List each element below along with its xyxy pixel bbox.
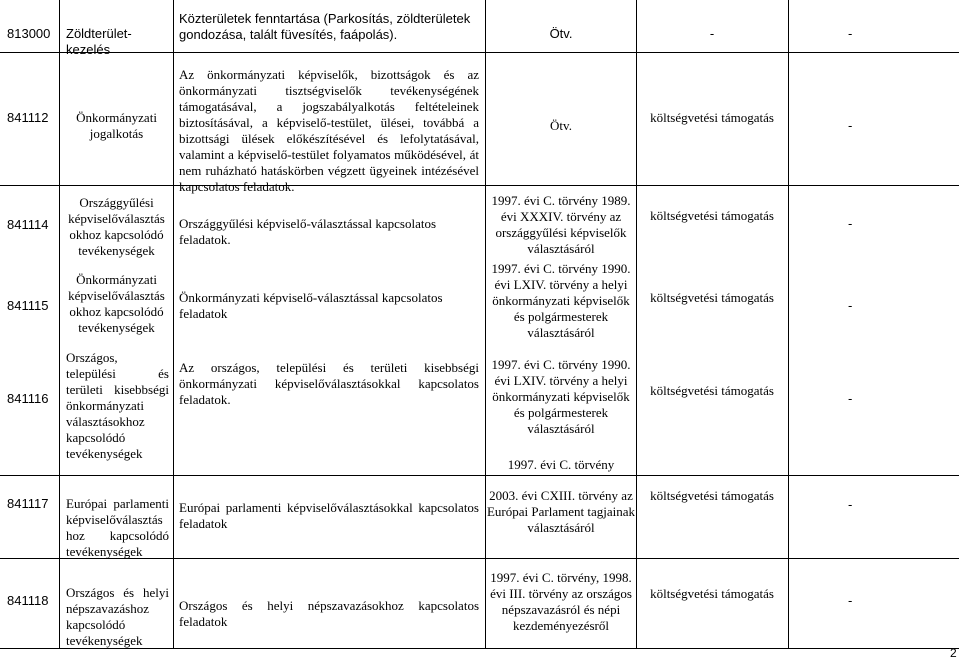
- row-name: Önkormányzati képviselőválasztás okhoz kapcsolódó tevékenységek: [68, 272, 165, 335]
- row-code: 841118: [7, 593, 49, 608]
- row-extra: -: [848, 26, 853, 41]
- row-support: -: [709, 26, 715, 41]
- row-support: költségvetési támogatás: [650, 290, 774, 305]
- row-description: Az országos, települési és területi kisebbségi önkormányzati képviselőválasztásokkal kapcsolatos feladatok.: [179, 360, 479, 407]
- row-name: Országos, települési és területi kisebbségi önkormányzati választásokhoz kapcsolódó tevékenységek: [66, 350, 169, 461]
- row-code: 841112: [7, 110, 49, 125]
- row-description: Önkormányzati képviselő-választással kapcsolatos feladatok: [179, 290, 443, 321]
- row-extra: -: [848, 497, 853, 512]
- table-divider: [173, 0, 174, 649]
- row-law: Ötv.: [549, 26, 573, 41]
- row-description: Országgyűlési képviselő-választással kapcsolatos feladatok.: [179, 216, 437, 247]
- row-support: költségvetési támogatás: [650, 383, 774, 398]
- table-divider: [636, 0, 637, 649]
- row-extra: -: [848, 298, 853, 313]
- row-description: Közterületek fenntartása (Parkosítás, zöldterületek gondozása, talált füvesítés, faápolás).: [179, 11, 471, 42]
- table-divider: [0, 185, 959, 186]
- row-code: 841114: [7, 217, 49, 232]
- row-code: 841117: [7, 496, 49, 511]
- page-number: 2: [950, 646, 957, 660]
- row-description: Az önkormányzati képviselők, bizottságok és az önkormányzati tisztségviselők tevékenységének támogatásával, a jogszabályalkotás feltételeinek biztosításával, a képviselő-testület, ülései, továbbá a bizottsági ülések előkészítésével és lefolytatásával, valamint a képviselő-testület folyamatos működésével, át nem ruházható hatáskörben végzett ügyeinek intézésével kapcsolatos feladatok.: [179, 67, 479, 194]
- row-law: 1997. évi C. törvény 1990. évi LXIV. törvény a helyi önkormányzati képviselők és polgármesterek választásáról: [491, 261, 631, 340]
- row-code: 841115: [7, 298, 49, 313]
- row-law: Ötv.: [550, 118, 572, 133]
- row-name: Európai parlamenti képviselőválasztás hoz kapcsolódó tevékenységek: [66, 496, 169, 559]
- table-divider: [788, 0, 789, 649]
- row-support: költségvetési támogatás: [650, 208, 774, 223]
- row-law: 1997. évi C. törvény 1989. évi XXXIV. törvény az országgyűlési képviselők választásáról: [491, 193, 631, 256]
- table-divider: [0, 475, 959, 476]
- row-extra: -: [848, 216, 853, 231]
- row-support: költségvetési támogatás: [650, 586, 774, 601]
- row-law: 2003. évi CXIII. törvény az Európai Parlament tagjainak választásáról: [486, 488, 635, 535]
- row-law: 1997. évi C. törvény 1990. évi LXIV. törvény a helyi önkormányzati képviselők és polgármesterek választásáról: [491, 357, 631, 436]
- row-extra: -: [848, 593, 853, 608]
- row-name: Önkormányzati jogalkotás: [76, 110, 157, 141]
- row-name: Zöldterület-kezelés: [66, 26, 132, 57]
- row-extra: -: [848, 391, 853, 406]
- row-name: Országos és helyi népszavazáshoz kapcsolódó tevékenységek: [66, 585, 169, 648]
- row-code: 841116: [7, 391, 49, 406]
- row-law: 1997. évi C. törvény, 1998. évi III. törvény az országos népszavazásról és népi kezdeményezésről: [490, 570, 632, 633]
- row-support: költségvetési támogatás: [650, 110, 774, 125]
- row-description: Országos és helyi népszavazásokhoz kapcsolatos feladatok: [179, 598, 479, 629]
- row-extra: -: [848, 118, 853, 133]
- row-law-extra: 1997. évi C. törvény: [507, 457, 615, 472]
- row-description: Európai parlamenti képviselőválasztásokkal kapcsolatos feladatok: [179, 500, 479, 531]
- row-name: Országgyűlési képviselőválasztás okhoz kapcsolódó tevékenységek: [68, 195, 165, 258]
- row-support: költségvetési támogatás: [650, 488, 774, 503]
- row-code: 813000: [7, 26, 51, 41]
